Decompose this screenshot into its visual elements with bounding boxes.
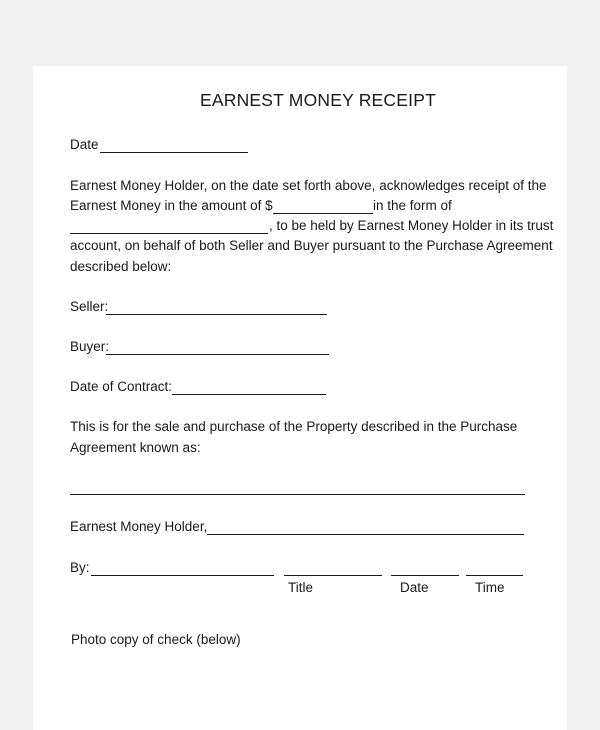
title-column-label: Title bbox=[288, 580, 314, 595]
date-label: Date bbox=[70, 137, 99, 152]
paragraph2-line1: This is for the sale and purchase of the Property described in the Purchase bbox=[70, 419, 518, 434]
paragraph1-line4: account, on behalf of both Seller and Buyer pursuant to the Purchase Agreement bbox=[70, 238, 553, 253]
date-column-label: Date bbox=[400, 580, 429, 595]
buyer-field[interactable] bbox=[106, 354, 329, 355]
holder-label: Earnest Money Holder, bbox=[70, 519, 208, 534]
by-label: By: bbox=[70, 560, 90, 575]
document-title: EARNEST MONEY RECEIPT bbox=[200, 90, 436, 110]
paragraph2-line2: Agreement known as: bbox=[70, 440, 201, 455]
date-of-contract-label: Date of Contract: bbox=[70, 379, 173, 394]
form-of-payment-field[interactable] bbox=[70, 233, 268, 234]
by-signature-field[interactable] bbox=[91, 575, 274, 576]
time-field[interactable] bbox=[466, 575, 523, 576]
paragraph1-line1: Earnest Money Holder, on the date set forth above, acknowledges receipt of the bbox=[70, 178, 547, 193]
paragraph1-line2-b: in the form of bbox=[373, 198, 452, 213]
seller-label: Seller: bbox=[70, 299, 109, 314]
time-column-label: Time bbox=[475, 580, 505, 595]
date-of-contract-field[interactable] bbox=[172, 394, 326, 395]
paragraph1-line5: described below: bbox=[70, 259, 172, 274]
buyer-label: Buyer: bbox=[70, 339, 110, 354]
property-field[interactable] bbox=[70, 494, 525, 495]
photo-copy-note: Photo copy of check (below) bbox=[71, 632, 241, 647]
title-field[interactable] bbox=[284, 575, 382, 576]
date-signed-field[interactable] bbox=[391, 575, 459, 576]
amount-field[interactable] bbox=[273, 213, 373, 214]
paragraph1-line3: , to be held by Earnest Money Holder in its trust bbox=[269, 218, 554, 233]
date-field[interactable] bbox=[100, 152, 248, 153]
paragraph1-line2-a: Earnest Money in the amount of $ bbox=[70, 198, 273, 213]
holder-field[interactable] bbox=[207, 534, 524, 535]
seller-field[interactable] bbox=[106, 314, 327, 315]
receipt-page bbox=[33, 66, 567, 730]
